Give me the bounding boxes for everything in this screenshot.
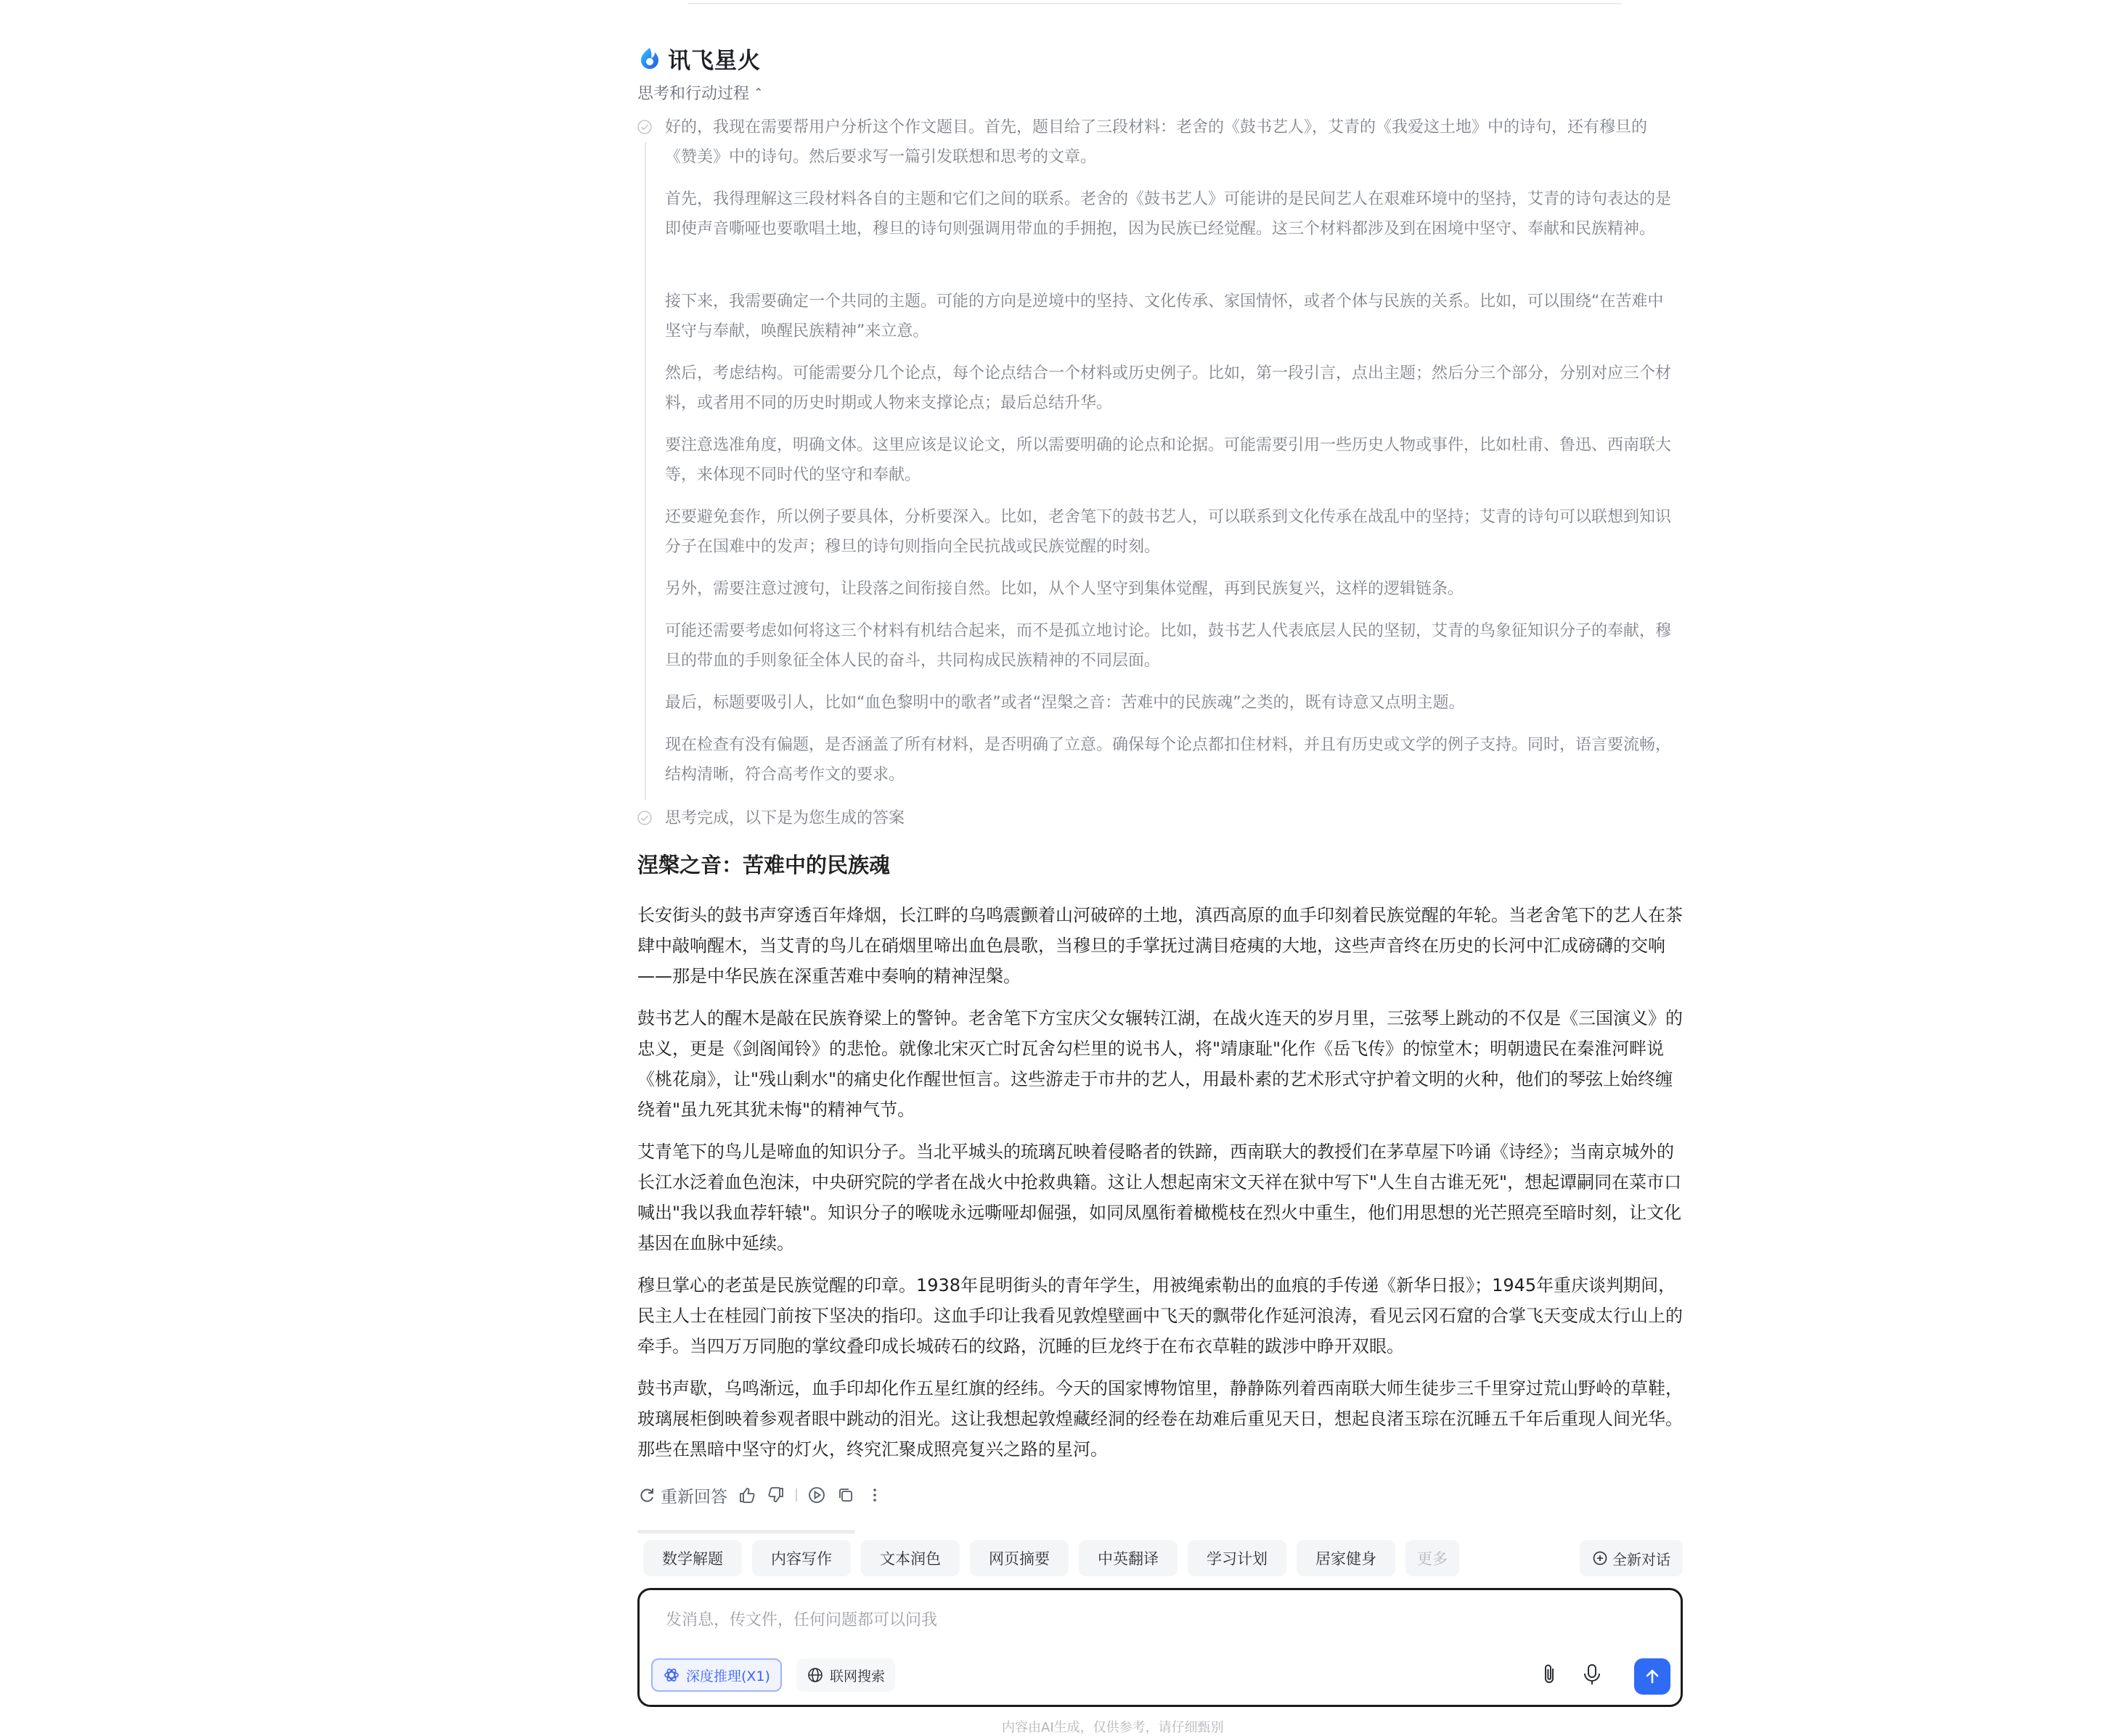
chip-study-plan[interactable]: 学习计划: [1188, 1540, 1286, 1576]
chip-more[interactable]: 更多: [1405, 1540, 1459, 1576]
suggestion-chips: [643, 1540, 1459, 1576]
more-vertical-icon: [865, 1486, 884, 1504]
ai-disclaimer: 内容由AI生成，仅供参考，请仔细甄别: [1002, 1720, 1224, 1735]
answer-paragraph: 艾青笔下的鸟儿是啼血的知识分子。当北平城头的琉璃瓦映着侵略者的铁蹄，西南联大的教授们在茅草屋下吟诵《诗经》；当南京城外的长江水泛着血色泡沫，中央研究院的学者在战火中抢救典籍。这让人想起南宋文天祥在狱中写下"人生自古谁无死"，想起谭嗣同在菜市口喊出"我以我血荐轩辕"。知识分子的喉咙永远嘶哑却倔强，如同凤凰衔着橄榄枝在烈火中重生，他们用思想的光芒照亮至暗时刻，让文化基因在血脉中延续。: [637, 1142, 1682, 1253]
chip-web-summary[interactable]: 网页摘要: [970, 1540, 1069, 1576]
answer-actions: [637, 1483, 884, 1507]
spark-logo-icon: [637, 46, 662, 70]
answer-title: 涅槃之音：苦难中的民族魂: [637, 853, 891, 877]
chip-math[interactable]: 数学解题: [643, 1540, 742, 1576]
arrow-up-icon: [1642, 1666, 1662, 1687]
thinking-process-label: 思考和行动过程: [637, 85, 750, 103]
message-composer: [637, 1588, 1683, 1707]
reasoning-atom-icon: [663, 1666, 680, 1684]
thinking-paragraph: 要注意选准角度，明确文体。这里应该是议论文，所以需要明确的论点和论据。可能需要引用一些历史人物或事件，比如杜甫、鲁迅、西南联大等，来体现不同时代的坚守和奉献。: [665, 436, 1672, 484]
chevron-up-icon: ⌃: [754, 86, 764, 99]
assistant-header: [637, 42, 761, 74]
thinking-paragraph: 还要避免套作，所以例子要具体，分析要深入。比如，老舍笔下的鼓书艺人，可以联系到文化传承在战乱中的坚持；艾青的诗句可以联想到知识分子在国难中的发声；穆旦的诗句则指向全民抗战或民族觉醒的时刻。: [665, 508, 1672, 556]
answer-paragraph: 鼓书艺人的醒木是敲在民族脊梁上的警钟。老舍笔下方宝庆父女辗转江湖，在战火连天的岁月里，三弦琴上跳动的不仅是《三国演义》的忠义，更是《剑阁闻铃》的悲怆。就像北宋灭亡时瓦舍勾栏里的说书人，将"靖康耻"化作《岳飞传》的惊堂木；明朝遗民在秦淮河畔说《桃花扇》，让"残山剩水"的痛史化作醒世恒言。这些游走于市井的艺人，用最朴素的艺术形式守护着文明的火种，他们的琴弦上始终缠绕着"虽九死其犹未悔"的精神气节。: [637, 1008, 1683, 1120]
chip-fitness[interactable]: 居家健身: [1297, 1540, 1395, 1576]
thumbs-up-icon: [738, 1486, 756, 1504]
answer-paragraph: 长安街头的鼓书声穿透百年烽烟，长江畔的乌鸣震颤着山河破碎的土地，滇西高原的血手印刻着民族觉醒的年轮。当老舍笔下的艺人在茶肆中敲响醒木，当艾青的鸟儿在硝烟里啼出血色晨歌，当穆旦的手掌抚过满目疮痍的大地，这些声音终在历史的长河中汇成磅礴的交响——那是中华民族在深重苦难中奏响的精神涅槃。: [637, 905, 1683, 986]
check-circle-icon: [637, 119, 653, 135]
microphone-icon: [1580, 1662, 1604, 1687]
message-input[interactable]: [664, 1606, 1611, 1638]
new-chat-button[interactable]: [1580, 1540, 1683, 1576]
thinking-paragraph: 首先，我得理解这三段材料各自的主题和它们之间的联系。老舍的《鼓书艺人》可能讲的是民间艺人在艰难环境中的坚持，艾青的诗句表达的是即使声音嘶哑也要歌唱土地，穆旦的诗句则强调用带血的手拥抱，因为民族已经觉醒。这三个材料都涉及到在困境中坚守、奉献和民族精神。: [665, 190, 1672, 238]
check-circle-icon: [637, 810, 653, 826]
new-chat-label: 全新对话: [1612, 1550, 1670, 1568]
thinking-paragraph: 另外，需要注意过渡句，让段落之间衔接自然。比如，从个人坚守到集体觉醒，再到民族复兴，这样的逻辑链条。: [665, 580, 1464, 598]
answer-paragraph: 鼓书声歇，乌鸣渐远，血手印却化作五星红旗的经纬。今天的国家博物馆里，静静陈列着西南联大师生徒步三千里穿过荒山野岭的草鞋，玻璃展柜倒映着参观者眼中跳动的泪光。这让我想起敦煌藏经洞的经卷在劫难后重见天日，想起良渚玉琮在沉睡五千年后重现人间光华。那些在黑暗中坚守的灯火，终究汇聚成照亮复兴之路的星河。: [637, 1378, 1683, 1459]
like-button[interactable]: [738, 1486, 756, 1504]
thinking-paragraph: 现在检查有没有偏题，是否涵盖了所有材料，是否明确了立意。确保每个论点都扣住材料，并且有历史或文学的例子支持。同时，语言要流畅，结构清晰，符合高考作文的要求。: [665, 736, 1672, 784]
actions-divider: [796, 1489, 797, 1502]
dislike-button[interactable]: [767, 1486, 785, 1504]
thinking-paragraph: 好的，我现在需要帮用户分析这个作文题目。首先，题目给了三段材料：老舍的《鼓书艺人》，艾青的《我爱这土地》中的诗句，还有穆旦的《赞美》中的诗句。然后要求写一篇引发联想和思考的文章。: [665, 118, 1648, 166]
globe-icon: [807, 1666, 824, 1684]
plus-circle-icon: [1592, 1550, 1608, 1566]
answer-paragraph: 穆旦掌心的老茧是民族觉醒的印章。1938年昆明街头的青年学生，用被绳索勒出的血痕的手传递《新华日报》；1945年重庆谈判期间，民主人士在桂园门前按下坚决的指印。这血手印让我看见敦煌壁画中飞天的飘带化作延河浪涛，看见云冈石窟的合掌飞天变成太行山上的牵手。当四万万同胞的掌纹叠印成长城砖石的纹路，沉睡的巨龙终于在布衣草鞋的跋涉中睁开双眼。: [637, 1275, 1683, 1356]
deep-reasoning-label: 深度推理(X1): [686, 1668, 770, 1684]
top-divider: [688, 3, 1622, 4]
copy-button[interactable]: [836, 1486, 855, 1504]
chip-polish[interactable]: 文本润色: [861, 1540, 960, 1576]
regenerate-button[interactable]: [637, 1483, 727, 1507]
web-search-toggle[interactable]: [796, 1658, 895, 1692]
regenerate-label: 重新回答: [661, 1487, 727, 1507]
chip-translate[interactable]: 中英翻译: [1079, 1540, 1178, 1576]
copy-icon: [836, 1486, 855, 1504]
thinking-done-label: 思考完成，以下是为您生成的答案: [665, 809, 905, 827]
refresh-icon: [637, 1486, 656, 1504]
thinking-paragraph: 然后，考虑结构。可能需要分几个论点，每个论点结合一个材料或历史例子。比如，第一段引言，点出主题；然后分三个部分，分别对应三个材料，或者用不同的历史时期或人物来支撑论点；最后总结升华。: [665, 364, 1672, 412]
thinking-timeline: [645, 142, 646, 800]
send-button[interactable]: [1634, 1658, 1670, 1695]
web-search-label: 联网搜索: [830, 1668, 886, 1684]
voice-input-button[interactable]: [1578, 1660, 1607, 1689]
play-audio-button[interactable]: [807, 1486, 826, 1504]
more-options-button[interactable]: [865, 1486, 884, 1504]
attach-file-button[interactable]: [1535, 1660, 1564, 1689]
chip-writing[interactable]: 内容写作: [752, 1540, 851, 1576]
thinking-paragraph: 接下来，我需要确定一个共同的主题。可能的方向是逆境中的坚持、文化传承、家国情怀，或者个体与民族的关系。比如，可以围绕“在苦难中坚守与奉献，唤醒民族精神”来立意。: [665, 292, 1664, 340]
thinking-paragraph: 最后，标题要吸引人，比如“血色黎明中的歌者”或者“涅槃之音：苦难中的民族魂”之类的，既有诗意又点明主题。: [665, 694, 1465, 712]
brand-name: 讯飞星火: [668, 47, 761, 74]
deep-reasoning-toggle[interactable]: [651, 1658, 782, 1692]
thumbs-down-icon: [767, 1486, 785, 1504]
play-circle-icon: [807, 1486, 826, 1504]
thinking-process-toggle[interactable]: [637, 81, 763, 104]
thinking-paragraph: 可能还需要考虑如何将这三个材料有机结合起来，而不是孤立地讨论。比如，鼓书艺人代表底层人民的坚韧，艾青的鸟象征知识分子的奉献，穆旦的带血的手则象征全体人民的奋斗，共同构成民族精神的不同层面。: [665, 622, 1672, 670]
scroll-indicator: [637, 1530, 855, 1534]
paperclip-icon: [1538, 1662, 1562, 1687]
